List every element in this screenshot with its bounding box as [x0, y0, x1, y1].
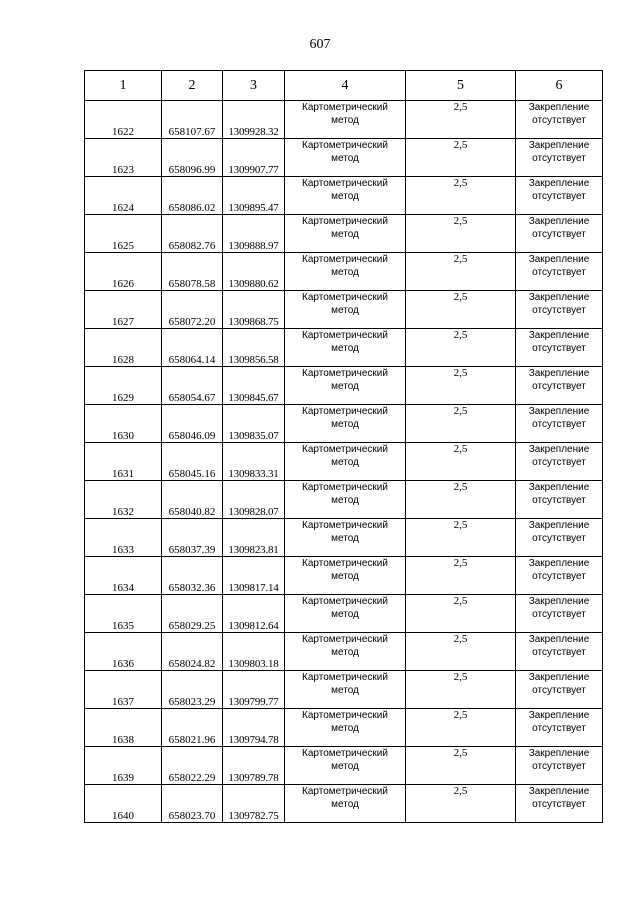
fixing-line: Закрепление [528, 330, 590, 341]
method-line: Картометрический [302, 748, 388, 759]
fixing-cell [516, 291, 603, 329]
method-line: метод [331, 305, 359, 316]
method-line: метод [331, 533, 359, 544]
fixing-cell [516, 177, 603, 215]
fixing-cell [516, 215, 603, 253]
y-coordinate-cell: 1309895.47 [223, 177, 285, 215]
point-number-cell: 1629 [85, 367, 162, 405]
accuracy-cell: 2,5 [406, 101, 516, 139]
method-line: Картометрический [302, 292, 388, 303]
fixing-line: Закрепление [528, 558, 590, 569]
fixing-line: Закрепление [528, 444, 590, 455]
method-line: метод [331, 609, 359, 620]
fixing-line: Закрепление [528, 406, 590, 417]
fixing-cell [516, 557, 603, 595]
fixing-line: отсутствует [532, 723, 586, 734]
y-coordinate-cell: 1309782.75 [223, 785, 285, 823]
y-coordinate-cell: 1309794.78 [223, 709, 285, 747]
fixing-line: Закрепление [528, 520, 590, 531]
y-coordinate-cell: 1309868.75 [223, 291, 285, 329]
accuracy-cell: 2,5 [406, 481, 516, 519]
y-coordinate-cell: 1309817.14 [223, 557, 285, 595]
x-coordinate-cell: 658037.39 [162, 519, 223, 557]
method-cell [285, 747, 406, 785]
accuracy-cell: 2,5 [406, 177, 516, 215]
table-row [85, 405, 603, 443]
method-line: метод [331, 799, 359, 810]
y-coordinate-cell: 1309799.77 [223, 671, 285, 709]
method-cell [285, 139, 406, 177]
table-row [85, 177, 603, 215]
method-cell [285, 367, 406, 405]
fixing-line: Закрепление [528, 596, 590, 607]
fixing-line: отсутствует [532, 267, 586, 278]
method-line: метод [331, 343, 359, 354]
fixing-line: Закрепление [528, 672, 590, 683]
method-line: метод [331, 115, 359, 126]
accuracy-cell: 2,5 [406, 253, 516, 291]
accuracy-cell: 2,5 [406, 595, 516, 633]
fixing-line: отсутствует [532, 191, 586, 202]
fixing-cell [516, 405, 603, 443]
method-line: метод [331, 267, 359, 278]
method-cell [285, 215, 406, 253]
table-row [85, 557, 603, 595]
method-line: Картометрический [302, 596, 388, 607]
fixing-line: отсутствует [532, 153, 586, 164]
point-number-cell: 1628 [85, 329, 162, 367]
table-row [85, 291, 603, 329]
table-row [85, 101, 603, 139]
y-coordinate-cell: 1309888.97 [223, 215, 285, 253]
point-number-cell: 1632 [85, 481, 162, 519]
x-coordinate-cell: 658078.58 [162, 253, 223, 291]
method-line: метод [331, 723, 359, 734]
table-row [85, 329, 603, 367]
accuracy-cell: 2,5 [406, 785, 516, 823]
table-row [85, 595, 603, 633]
method-line: Картометрический [302, 444, 388, 455]
fixing-line: отсутствует [532, 533, 586, 544]
accuracy-cell: 2,5 [406, 139, 516, 177]
table-row [85, 139, 603, 177]
point-number-cell: 1635 [85, 595, 162, 633]
y-coordinate-cell: 1309880.62 [223, 253, 285, 291]
fixing-line: Закрепление [528, 178, 590, 189]
point-number-cell: 1634 [85, 557, 162, 595]
fixing-cell [516, 747, 603, 785]
y-coordinate-cell: 1309789.78 [223, 747, 285, 785]
column-header-1: 1 [85, 71, 162, 101]
method-line: метод [331, 761, 359, 772]
table-row [85, 785, 603, 823]
y-coordinate-cell: 1309828.07 [223, 481, 285, 519]
y-coordinate-cell: 1309907.77 [223, 139, 285, 177]
fixing-cell [516, 253, 603, 291]
fixing-cell [516, 101, 603, 139]
method-cell [285, 519, 406, 557]
point-number-cell: 1639 [85, 747, 162, 785]
x-coordinate-cell: 658064.14 [162, 329, 223, 367]
method-line: Картометрический [302, 558, 388, 569]
point-number-cell: 1640 [85, 785, 162, 823]
fixing-line: отсутствует [532, 305, 586, 316]
method-cell [285, 785, 406, 823]
fixing-line: отсутствует [532, 685, 586, 696]
x-coordinate-cell: 658082.76 [162, 215, 223, 253]
method-line: Картометрический [302, 178, 388, 189]
table-row [85, 709, 603, 747]
method-cell [285, 443, 406, 481]
method-line: метод [331, 685, 359, 696]
table-row [85, 519, 603, 557]
column-header-5: 5 [406, 71, 516, 101]
point-number-cell: 1627 [85, 291, 162, 329]
table-row [85, 671, 603, 709]
fixing-cell [516, 519, 603, 557]
x-coordinate-cell: 658029.25 [162, 595, 223, 633]
fixing-line: Закрепление [528, 634, 590, 645]
fixing-cell [516, 329, 603, 367]
accuracy-cell: 2,5 [406, 671, 516, 709]
method-cell [285, 709, 406, 747]
accuracy-cell: 2,5 [406, 747, 516, 785]
accuracy-cell: 2,5 [406, 519, 516, 557]
point-number-cell: 1624 [85, 177, 162, 215]
point-number-cell: 1623 [85, 139, 162, 177]
method-line: Картометрический [302, 102, 388, 113]
x-coordinate-cell: 658022.29 [162, 747, 223, 785]
fixing-line: отсутствует [532, 381, 586, 392]
method-cell [285, 177, 406, 215]
accuracy-cell: 2,5 [406, 557, 516, 595]
fixing-line: отсутствует [532, 609, 586, 620]
fixing-cell [516, 709, 603, 747]
method-line: метод [331, 571, 359, 582]
fixing-line: отсутствует [532, 799, 586, 810]
x-coordinate-cell: 658096.99 [162, 139, 223, 177]
fixing-line: отсутствует [532, 495, 586, 506]
accuracy-cell: 2,5 [406, 633, 516, 671]
method-cell [285, 595, 406, 633]
table-row [85, 443, 603, 481]
method-line: метод [331, 419, 359, 430]
y-coordinate-cell: 1309835.07 [223, 405, 285, 443]
fixing-cell [516, 595, 603, 633]
x-coordinate-cell: 658024.82 [162, 633, 223, 671]
x-coordinate-cell: 658040.82 [162, 481, 223, 519]
x-coordinate-cell: 658032.36 [162, 557, 223, 595]
method-line: Картометрический [302, 406, 388, 417]
method-line: метод [331, 495, 359, 506]
accuracy-cell: 2,5 [406, 329, 516, 367]
fixing-line: Закрепление [528, 710, 590, 721]
x-coordinate-cell: 658107.67 [162, 101, 223, 139]
point-number-cell: 1630 [85, 405, 162, 443]
fixing-cell [516, 443, 603, 481]
x-coordinate-cell: 658023.29 [162, 671, 223, 709]
method-line: Картометрический [302, 368, 388, 379]
accuracy-cell: 2,5 [406, 215, 516, 253]
table-row [85, 367, 603, 405]
method-cell [285, 329, 406, 367]
method-line: Картометрический [302, 254, 388, 265]
method-cell [285, 101, 406, 139]
y-coordinate-cell: 1309928.32 [223, 101, 285, 139]
fixing-cell [516, 481, 603, 519]
point-number-cell: 1638 [85, 709, 162, 747]
method-line: Картометрический [302, 140, 388, 151]
method-cell [285, 481, 406, 519]
method-cell [285, 405, 406, 443]
accuracy-cell: 2,5 [406, 291, 516, 329]
fixing-cell [516, 671, 603, 709]
fixing-line: Закрепление [528, 368, 590, 379]
table-row [85, 481, 603, 519]
fixing-line: Закрепление [528, 482, 590, 493]
method-cell [285, 557, 406, 595]
method-line: метод [331, 229, 359, 240]
point-number-cell: 1637 [85, 671, 162, 709]
y-coordinate-cell: 1309823.81 [223, 519, 285, 557]
fixing-cell [516, 785, 603, 823]
accuracy-cell: 2,5 [406, 443, 516, 481]
method-cell [285, 671, 406, 709]
y-coordinate-cell: 1309845.67 [223, 367, 285, 405]
method-line: Картометрический [302, 330, 388, 341]
fixing-line: Закрепление [528, 748, 590, 759]
point-number-cell: 1625 [85, 215, 162, 253]
point-number-cell: 1626 [85, 253, 162, 291]
method-line: Картометрический [302, 634, 388, 645]
point-number-cell: 1622 [85, 101, 162, 139]
x-coordinate-cell: 658046.09 [162, 405, 223, 443]
fixing-line: Закрепление [528, 254, 590, 265]
fixing-line: Закрепление [528, 292, 590, 303]
fixing-line: отсутствует [532, 761, 586, 772]
fixing-line: отсутствует [532, 457, 586, 468]
fixing-line: Закрепление [528, 140, 590, 151]
method-cell [285, 291, 406, 329]
coordinates-table [84, 70, 603, 823]
table-row [85, 215, 603, 253]
point-number-cell: 1633 [85, 519, 162, 557]
table-row [85, 253, 603, 291]
x-coordinate-cell: 658023.70 [162, 785, 223, 823]
fixing-line: отсутствует [532, 571, 586, 582]
point-number-cell: 1636 [85, 633, 162, 671]
accuracy-cell: 2,5 [406, 709, 516, 747]
method-line: Картометрический [302, 710, 388, 721]
column-header-3: 3 [223, 71, 285, 101]
method-line: Картометрический [302, 786, 388, 797]
y-coordinate-cell: 1309833.31 [223, 443, 285, 481]
y-coordinate-cell: 1309803.18 [223, 633, 285, 671]
table-row [85, 633, 603, 671]
method-line: Картометрический [302, 672, 388, 683]
column-header-6: 6 [516, 71, 603, 101]
column-header-2: 2 [162, 71, 223, 101]
method-line: метод [331, 647, 359, 658]
header-row [85, 71, 603, 101]
fixing-cell [516, 367, 603, 405]
fixing-line: Закрепление [528, 216, 590, 227]
fixing-line: отсутствует [532, 647, 586, 658]
method-cell [285, 253, 406, 291]
y-coordinate-cell: 1309812.64 [223, 595, 285, 633]
x-coordinate-cell: 658021.96 [162, 709, 223, 747]
fixing-line: отсутствует [532, 115, 586, 126]
table-row [85, 747, 603, 785]
method-line: метод [331, 381, 359, 392]
method-line: Картометрический [302, 520, 388, 531]
x-coordinate-cell: 658045.16 [162, 443, 223, 481]
accuracy-cell: 2,5 [406, 405, 516, 443]
fixing-cell [516, 139, 603, 177]
method-cell [285, 633, 406, 671]
fixing-line: отсутствует [532, 343, 586, 354]
x-coordinate-cell: 658072.20 [162, 291, 223, 329]
fixing-line: отсутствует [532, 229, 586, 240]
method-line: метод [331, 153, 359, 164]
fixing-cell [516, 633, 603, 671]
point-number-cell: 1631 [85, 443, 162, 481]
column-header-4: 4 [285, 71, 406, 101]
fixing-line: Закрепление [528, 786, 590, 797]
method-line: Картометрический [302, 482, 388, 493]
table-body [85, 101, 603, 823]
accuracy-cell: 2,5 [406, 367, 516, 405]
method-line: Картометрический [302, 216, 388, 227]
y-coordinate-cell: 1309856.58 [223, 329, 285, 367]
method-line: метод [331, 457, 359, 468]
x-coordinate-cell: 658086.02 [162, 177, 223, 215]
fixing-line: отсутствует [532, 419, 586, 430]
method-line: метод [331, 191, 359, 202]
page-number: 607 [309, 37, 331, 52]
x-coordinate-cell: 658054.67 [162, 367, 223, 405]
fixing-line: Закрепление [528, 102, 590, 113]
